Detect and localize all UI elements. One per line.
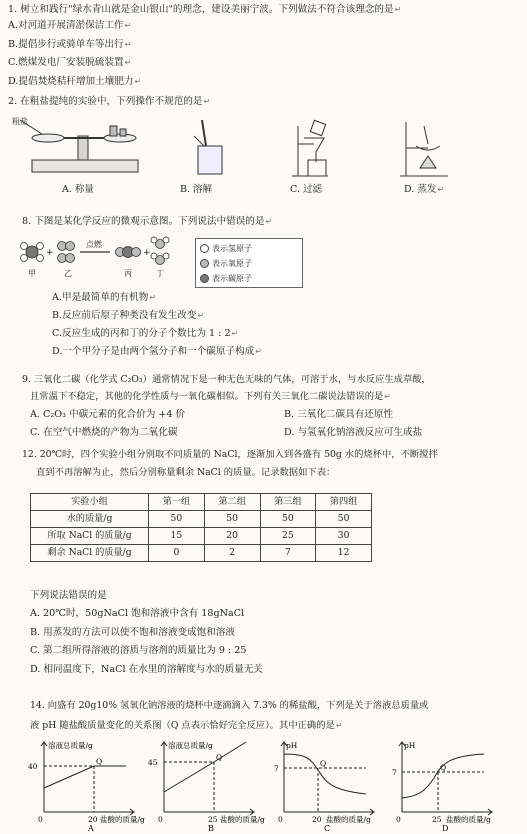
q1-option-b: B.提倡步行或骑单车等出行↵ (8, 39, 132, 50)
table-header-cell: 第三组 (260, 494, 316, 511)
molecule-label-bing: 丙 (124, 269, 132, 278)
graph-a-point: Q (96, 757, 103, 766)
q2-caption-c: C. 过滤 (290, 184, 322, 195)
table-cell: 50 (260, 511, 316, 528)
q8-option-b: B.反应前后原子种类没有发生改变↵ (52, 310, 205, 321)
graph-d-xtick: 25 (432, 815, 442, 824)
molecule-label-yi: 乙 (64, 269, 72, 278)
q12-data-table (30, 493, 372, 562)
legend-hydrogen: 表示氢原子 (200, 241, 298, 256)
q8-option-d: D.一个甲分子是由两个氢分子和一个碳原子构成↵ (52, 346, 262, 357)
q9-option-b: B. 三氧化二碳具有还原性 (284, 409, 394, 420)
table-row (31, 545, 372, 562)
q14-stem-line2: 液 pH 随盐酸质量变化的关系图（Q 点表示恰好完全反应）。其中正确的是↵ (30, 720, 343, 731)
q1-stem: 1. 树立和践行"绿水青山就是金山银山"的理念，建设美丽宁波。下列做法不符合该理念的是↵ (8, 4, 402, 15)
table-cell: 20 (204, 528, 260, 545)
q1-option-d: D.提倡焚烧秸秆增加土壤肥力↵ (8, 76, 142, 87)
graph-c-origin: 0 (278, 815, 283, 824)
table-cell: 12 (316, 545, 372, 562)
table-cell: 50 (204, 511, 260, 528)
q8-stem: 8. 下图是某化学反应的微观示意图。下列说法中错误的是↵ (22, 216, 273, 227)
table-header-cell: 实验小组 (31, 494, 149, 511)
table-cell: 7 (260, 545, 316, 562)
q12-stem-line1: 12. 20℃时，四个实验小组分别取不同质量的 NaCl，逐渐加入到各盛有 50g 水的烧杯中，不断搅拌 (22, 449, 438, 460)
graph-d-ylabel: pH (404, 741, 416, 750)
graph-a-origin: 0 (38, 815, 43, 824)
graph-c-point: Q (320, 759, 327, 768)
table-header-row (31, 494, 372, 511)
q12-option-a: A. 20℃时，50gNaCl 饱和溶液中含有 18gNaCl (30, 608, 245, 619)
q12-prompt: 下列说法错误的是 (30, 590, 107, 601)
graph-a-xtick: 20 (88, 815, 98, 824)
table-header-cell: 第一组 (149, 494, 205, 511)
graph-a-letter: A (88, 824, 94, 833)
q8-option-a: A.甲是最简单的有机物↵ (52, 292, 157, 303)
q12-option-c: C. 第二组所得溶液的溶质与溶剂的质量比为 9 : 25 (30, 645, 247, 656)
graph-c-ytick: 7 (274, 764, 279, 773)
graph-d (384, 738, 496, 832)
graph-a-xlabel: 盐酸的质量/g (100, 815, 145, 824)
svg-text:+: + (143, 248, 151, 258)
legend-carbon: 表示碳原子 (200, 271, 298, 286)
table-cell: 50 (316, 511, 372, 528)
table-row (31, 528, 372, 545)
table-cell: 所取 NaCl 的质量/g (31, 528, 149, 545)
graph-b-letter: B (208, 824, 214, 833)
q9-stem-line2: 且常温下不稳定，其他的化学性质与一氧化碳相似。下列有关三氧化二碳说法错误的是↵ (30, 391, 391, 402)
q12-stem-line2: 直到不再溶解为止，然后分别称量剩余 NaCl 的质量。记录数据如下表： (36, 467, 336, 478)
legend-oxygen: 表示氧原子 (200, 256, 298, 271)
balance-label: 粗盐 (12, 117, 28, 126)
table-cell: 水的质量/g (31, 511, 149, 528)
q1-option-a: A.对河道开展清淤保洁工作↵ (8, 20, 132, 31)
table-cell: 15 (149, 528, 205, 545)
q9-option-d: D. 与氢氧化钠溶液反应可生成盐 (284, 427, 423, 438)
graph-d-origin: 0 (396, 815, 401, 824)
q8-reaction-diagram (18, 234, 198, 280)
q2-caption-a: A. 称量 (62, 184, 94, 195)
graph-a (26, 738, 145, 833)
q2-stem: 2. 在粗盐提纯的实验中，下列操作不规范的是↵ (8, 96, 211, 107)
graph-b-ylabel: 溶液总质量/g (168, 741, 213, 750)
graph-b-point: Q (216, 753, 223, 762)
q12-option-b: B. 用蒸发的方法可以使不饱和溶液变成饱和溶液 (30, 627, 236, 638)
graph-b-ytick: 45 (148, 758, 158, 767)
q2-apparatus-figure (8, 116, 448, 180)
graph-b-origin: 0 (158, 815, 163, 824)
graph-a-ylabel: 溶液总质量/g (48, 741, 93, 750)
graph-d-ytick: 7 (392, 768, 397, 777)
table-cell: 2 (204, 545, 260, 562)
q2-caption-d: D. 蒸发↵ (404, 184, 445, 195)
graph-c-xlabel: 盐酸的质量/g (326, 815, 371, 824)
q8-legend (195, 238, 303, 288)
graph-b-xtick: 25 (208, 815, 218, 824)
graph-c-ylabel: pH (286, 741, 298, 750)
reaction-condition: 点燃 (86, 240, 102, 249)
graph-c (266, 738, 378, 832)
table-header-cell: 第二组 (204, 494, 260, 511)
graph-b-xlabel: 盐酸的质量/g (220, 815, 265, 824)
evaporate-illustration (400, 122, 448, 176)
graph-d-xlabel: 盐酸的质量/g (446, 815, 491, 824)
graph-b (146, 738, 265, 833)
graph-d-letter: D (442, 824, 449, 833)
graph-c-letter: C (324, 824, 331, 833)
table-cell: 25 (260, 528, 316, 545)
q9-option-a: A. C₂O₃ 中碳元素的化合价为 +4 价 (30, 409, 186, 420)
q14-stem-line1: 14. 向盛有 20g10% 氢氧化钠溶液的烧杯中逐滴滴入 7.3% 的稀盐酸，下列是关于溶液总质量或 (30, 700, 429, 711)
table-header-cell: 第四组 (316, 494, 372, 511)
graph-d-point: Q (440, 763, 447, 772)
molecule-label-jia: 甲 (28, 269, 36, 278)
q2-caption-b: B. 溶解 (180, 184, 213, 195)
graph-a-ytick: 40 (28, 762, 38, 771)
balance-illustration (20, 120, 138, 172)
q8-option-c: C.反应生成的丙和丁的分子个数比为 1 : 2↵ (52, 328, 239, 339)
table-cell: 30 (316, 528, 372, 545)
table-cell: 50 (149, 511, 205, 528)
dissolve-illustration (194, 120, 222, 174)
filter-illustration (292, 120, 328, 176)
q1-option-c: C.燃煤发电厂安装脱硫装置↵ (8, 57, 132, 68)
svg-text:+: + (46, 248, 54, 258)
table-cell: 0 (149, 545, 205, 562)
graph-c-xtick: 20 (312, 815, 322, 824)
molecule-label-ding: 丁 (156, 269, 164, 278)
q9-option-c: C. 在空气中燃烧的产物为二氧化碳 (30, 427, 178, 438)
table-row (31, 511, 372, 528)
q9-stem-line1: 9. 三氧化二碳（化学式 C₂O₃）通常情况下是一种无色无味的气体，可溶于水，与水反应生成草酸， (22, 374, 431, 385)
table-cell: 剩余 NaCl 的质量/g (31, 545, 149, 562)
q12-option-d: D. 相同温度下，NaCl 在水里的溶解度与水的质量无关 (30, 664, 263, 675)
